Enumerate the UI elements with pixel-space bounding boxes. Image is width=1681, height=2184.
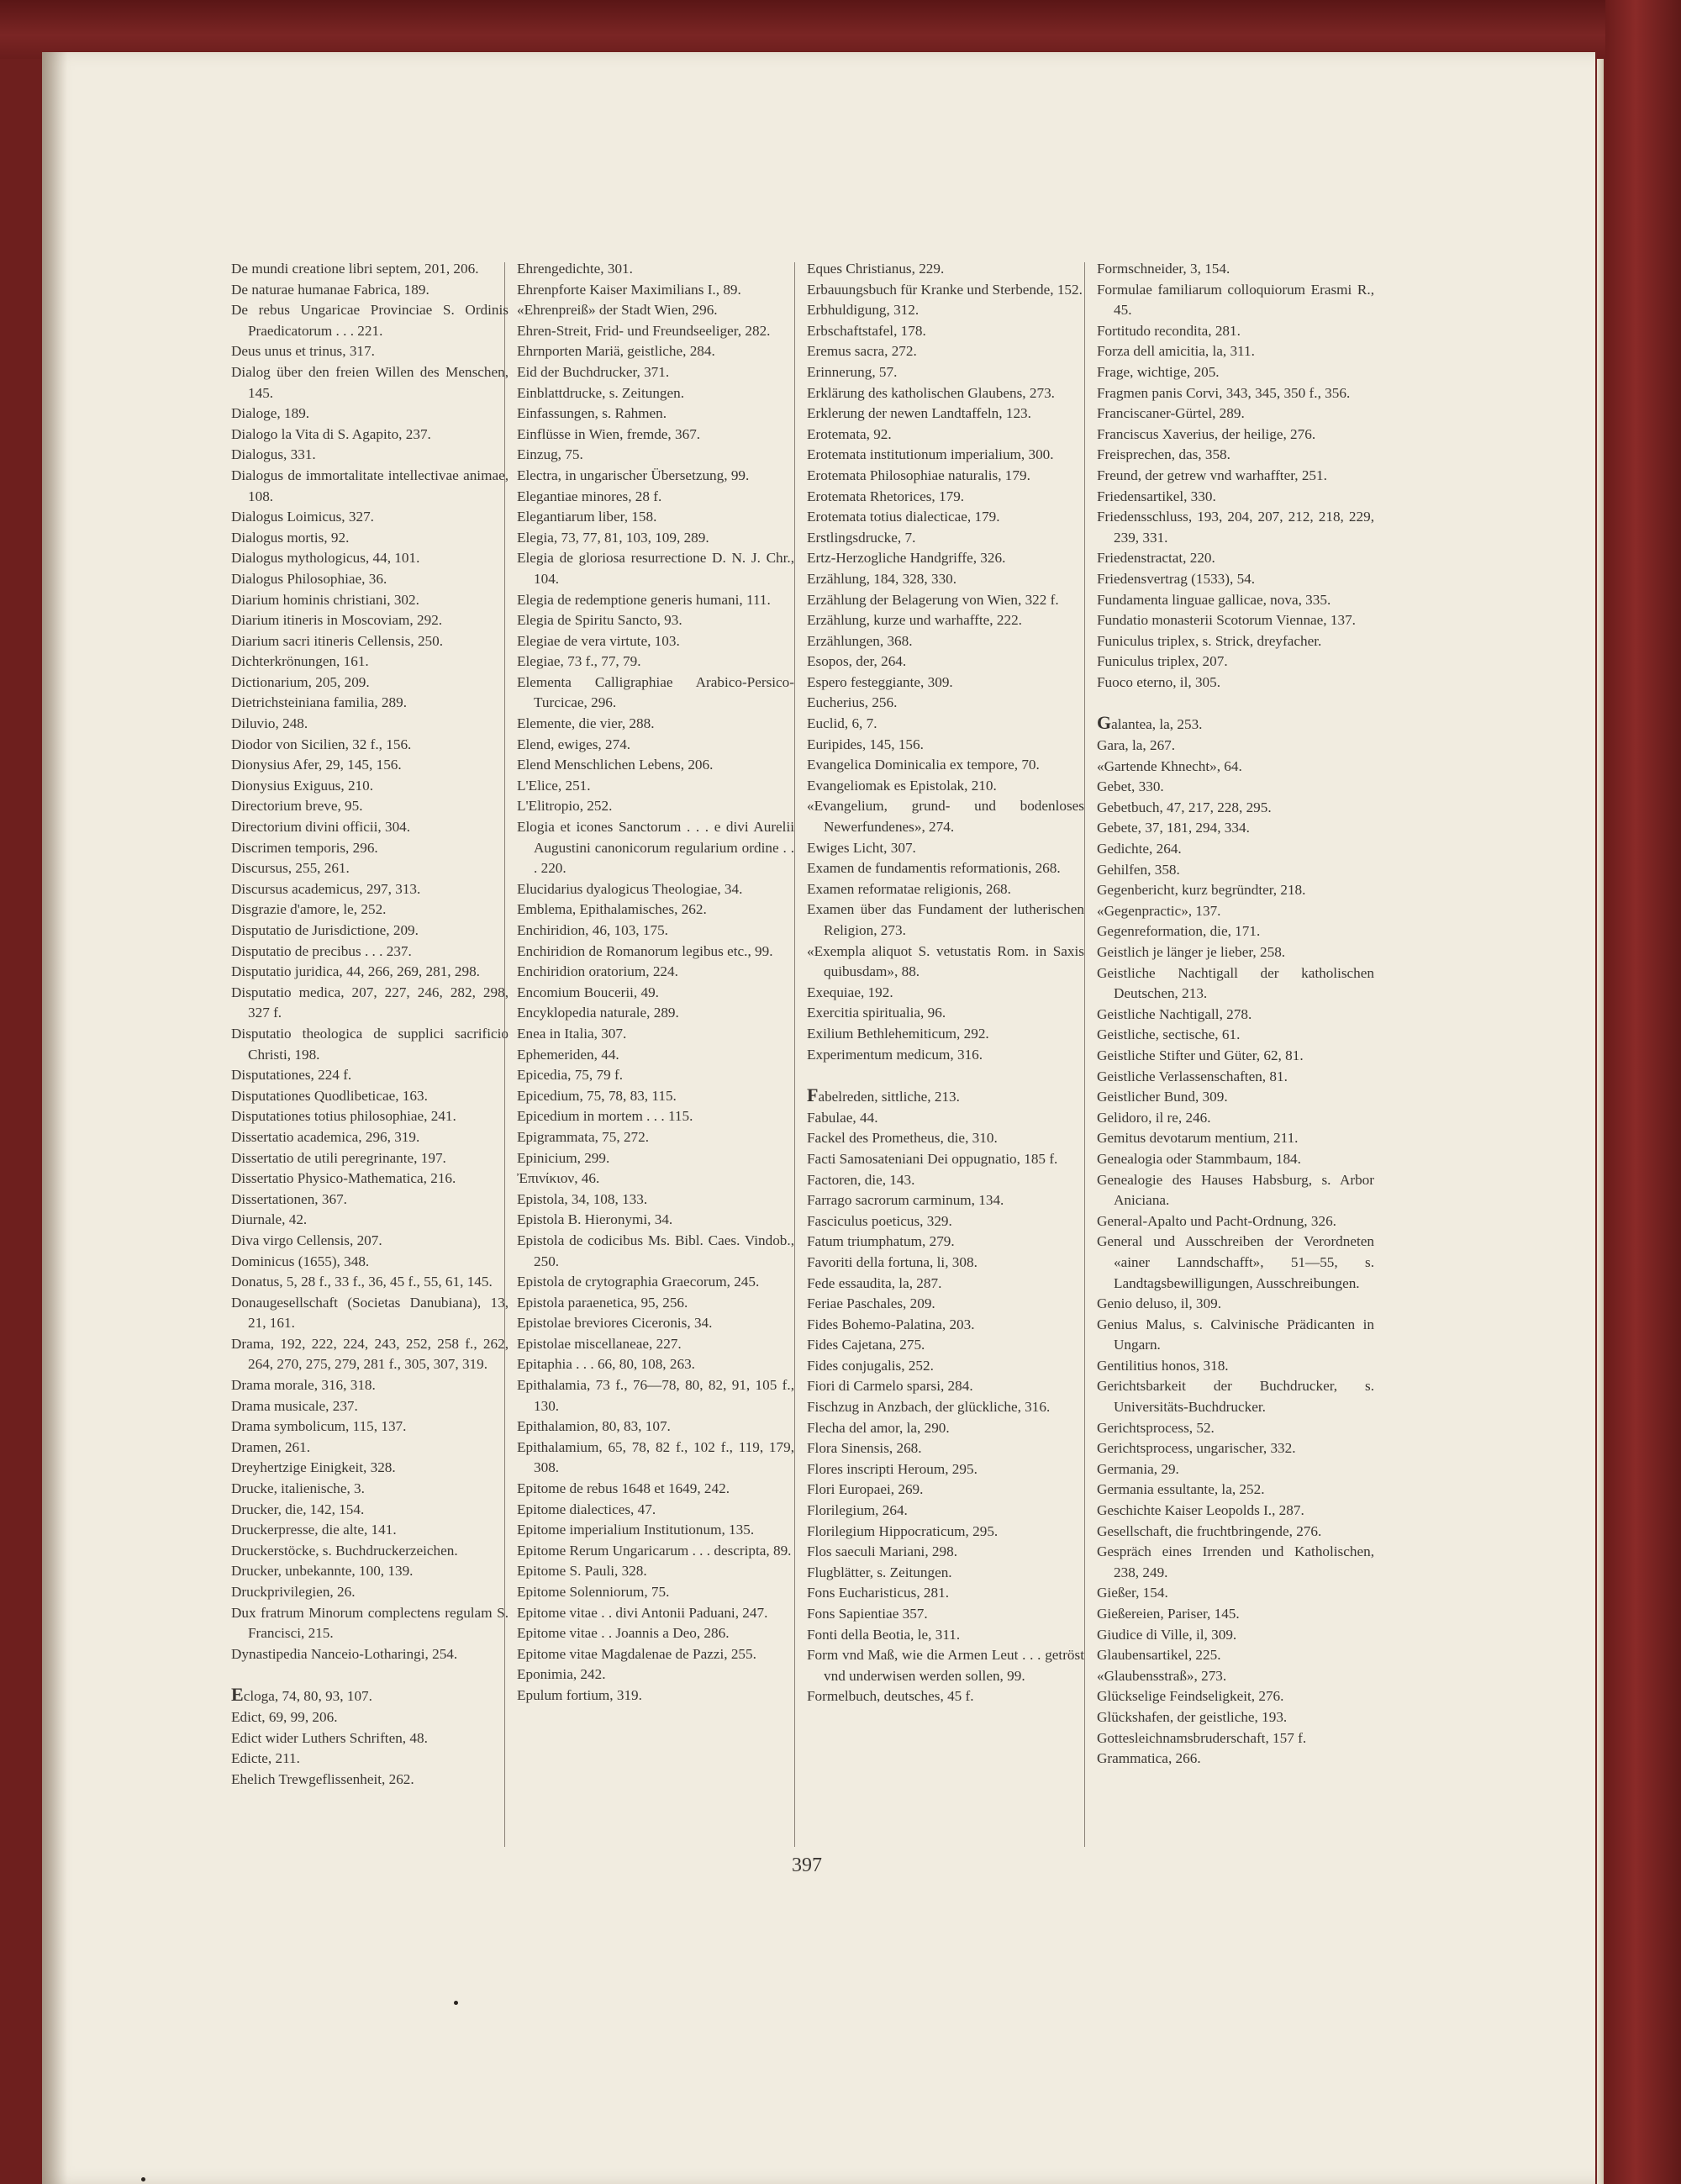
- index-entry: Epicedium in mortem . . . 115.: [517, 1108, 693, 1125]
- index-entry: De naturae humanae Fabrica, 189.: [231, 281, 429, 298]
- index-entry: Enchiridion oratorium, 224.: [517, 963, 678, 980]
- index-entry: Erstlingsdrucke, 7.: [807, 529, 916, 546]
- index-entry: Form vnd Maß, wie die Armen Leut . . . getröst vnd underwisen werden sollen, 99.: [807, 1647, 1084, 1684]
- index-entry: Diodor von Sicilien, 32 f., 156.: [231, 736, 412, 752]
- index-entry: Encomium Boucerii, 49.: [517, 984, 659, 1000]
- index-entry: Epithalamion, 80, 83, 107.: [517, 1418, 671, 1435]
- index-entry: De rebus Ungaricae Provinciae S. Ordinis Praedicatorum . . . 221.: [231, 302, 509, 339]
- index-entry: Dynastipedia Nanceio-Lotharingi, 254.: [231, 1645, 458, 1662]
- index-entry: Gegenbericht, kurz begründter, 218.: [1097, 882, 1306, 899]
- index-entry: Elegiae de vera virtute, 103.: [517, 632, 680, 649]
- index-entry: Erbhuldigung, 312.: [807, 302, 920, 319]
- index-entry: Dichterkrönungen, 161.: [231, 653, 369, 670]
- index-entry: Fides conjugalis, 252.: [807, 1357, 934, 1374]
- index-entry: Friedenstractat, 220.: [1097, 550, 1215, 567]
- index-entry: Dialogus Loimicus, 327.: [231, 509, 374, 525]
- index-column-1: [231, 259, 509, 1790]
- index-entry: Ehrnporten Mariä, geistliche, 284.: [517, 343, 715, 360]
- index-entry: Euclid, 6, 7.: [807, 715, 877, 732]
- index-entry: Druckerpresse, die alte, 141.: [231, 1522, 397, 1538]
- index-entry: Experimentum medicum, 316.: [807, 1046, 983, 1063]
- index-entry: Euripides, 145, 156.: [807, 736, 924, 752]
- index-entry: Ertz-Herzogliche Handgriffe, 326.: [807, 550, 1006, 567]
- index-entry: Diva virgo Cellensis, 207.: [231, 1232, 382, 1248]
- index-entry: General-Apalto und Pacht-Ordnung, 326.: [1097, 1212, 1336, 1229]
- index-entry: Dialogo la Vita di S. Agapito, 237.: [231, 425, 431, 442]
- index-entry: Examen reformatae religionis, 268.: [807, 880, 1011, 897]
- column-rule: [794, 262, 795, 1847]
- index-entry: Geistliche Verlassenschaften, 81.: [1097, 1068, 1288, 1084]
- index-entry: Fede essaudita, la, 287.: [807, 1274, 942, 1291]
- index-entry: Edicte, 211.: [231, 1750, 300, 1767]
- index-entry: De mundi creatione libri septem, 201, 206.: [231, 261, 479, 277]
- index-entry: Glaubensartikel, 225.: [1097, 1647, 1221, 1664]
- index-entry: Gedichte, 264.: [1097, 841, 1182, 857]
- index-entry: Dionysius Exiguus, 210.: [231, 777, 374, 794]
- index-entry: Drama, 192, 222, 224, 243, 252, 258 f., 262, 264, 270, 275, 279, 281 f., 305, 307, 319.: [231, 1335, 509, 1373]
- index-entry: Fabulae, 44.: [807, 1109, 878, 1126]
- index-entry: Dionysius Afer, 29, 145, 156.: [231, 757, 402, 773]
- index-entry: Epitome Solenniorum, 75.: [517, 1584, 670, 1600]
- index-entry: Enchiridion de Romanorum legibus etc., 99.: [517, 942, 773, 959]
- index-entry: Elogia et icones Sanctorum . . . e divi Aurelii Augustini canonicorum regularium ordine . . . 220.: [517, 819, 794, 877]
- section-initial: F: [807, 1084, 819, 1106]
- index-entry: Eponimia, 242.: [517, 1666, 606, 1683]
- index-entry: Directorium divini officii, 304.: [231, 819, 411, 836]
- index-entry: Ehelich Trewgeflissenheit, 262.: [231, 1770, 414, 1787]
- index-entry: «Ehrenpreiß» der Stadt Wien, 296.: [517, 302, 718, 319]
- index-entry: Dialogus Philosophiae, 36.: [231, 570, 387, 587]
- index-entry: Eques Christianus, 229.: [807, 261, 945, 277]
- section-initial: E: [231, 1684, 244, 1706]
- section-gap: [807, 1065, 1084, 1085]
- index-entry: «Gegenpractic», 137.: [1097, 902, 1221, 919]
- index-entry: Genius Malus, s. Calvinische Prädicanten in Ungarn.: [1097, 1316, 1374, 1353]
- index-entry: Genealogia oder Stammbaum, 184.: [1097, 1150, 1301, 1167]
- index-entry: Ephemeriden, 44.: [517, 1046, 619, 1063]
- index-entry: Eid der Buchdrucker, 371.: [517, 363, 670, 380]
- index-entry: Epitome imperialium Institutionum, 135.: [517, 1522, 755, 1538]
- index-entry: Disgrazie d'amore, le, 252.: [231, 901, 387, 918]
- index-entry: Flora Sinensis, 268.: [807, 1440, 922, 1457]
- index-entry: Flecha del amor, la, 290.: [807, 1419, 950, 1436]
- index-entry: Frage, wichtige, 205.: [1097, 363, 1220, 380]
- index-entry: «Exempla aliquot S. vetustatis Rom. in Saxis quibusdam», 88.: [807, 942, 1084, 980]
- index-entry: Glückselige Feindseligkeit, 276.: [1097, 1688, 1284, 1705]
- index-entry: Friedensschluss, 193, 204, 207, 212, 218, 229, 239, 331.: [1097, 509, 1374, 546]
- index-entry: Dialog über den freien Willen des Menschen, 145.: [231, 363, 509, 401]
- book-cover-right: [1605, 0, 1681, 2184]
- index-entry: Epinicium, 299.: [517, 1149, 610, 1166]
- index-entry: Electra, in ungarischer Übersetzung, 99.: [517, 467, 750, 483]
- index-entry: Dictionarium, 205, 209.: [231, 673, 370, 690]
- index-entry: Epitome dialectices, 47.: [517, 1501, 656, 1517]
- index-entry: Exequiae, 192.: [807, 984, 893, 1000]
- index-entry: Ehren-Streit, Frid- und Freundseeliger, 282.: [517, 322, 771, 339]
- index-entry: Erotemata totius dialecticae, 179.: [807, 509, 1000, 525]
- index-entry: Epitaphia . . . 66, 80, 108, 263.: [517, 1356, 695, 1373]
- index-entry: Epicedia, 75, 79 f.: [517, 1067, 624, 1084]
- index-entry: Dissertatio academica, 296, 319.: [231, 1128, 420, 1145]
- index-entry: Genio deluso, il, 309.: [1097, 1295, 1221, 1312]
- index-entry: Geistliche Nachtigall der katholischen Deutschen, 213.: [1097, 964, 1374, 1002]
- index-entry: Einflüsse in Wien, fremde, 367.: [517, 425, 701, 442]
- index-entry: Dramen, 261.: [231, 1438, 311, 1455]
- index-entry: Gebete, 37, 181, 294, 334.: [1097, 820, 1250, 836]
- index-entry: Espero festeggiante, 309.: [807, 673, 953, 690]
- index-entry: Disputationes Quodlibeticae, 163.: [231, 1087, 428, 1104]
- index-entry: Disputatio medica, 207, 227, 246, 282, 298, 327 f.: [231, 984, 509, 1021]
- index-entry: Discursus, 255, 261.: [231, 860, 350, 877]
- page-edge: [1597, 59, 1604, 2184]
- index-entry: Diurnale, 42.: [231, 1211, 308, 1228]
- index-entry: Enchiridion, 46, 103, 175.: [517, 922, 668, 938]
- index-entry: Elucidarius dyalogicus Theologiae, 34.: [517, 880, 743, 897]
- index-entry: Fatum triumphatum, 279.: [807, 1233, 955, 1250]
- index-entry: Epulum fortium, 319.: [517, 1686, 642, 1703]
- index-entry: Florilegium Hippocraticum, 295.: [807, 1522, 999, 1539]
- index-entry: Flugblätter, s. Zeitungen.: [807, 1564, 952, 1580]
- index-entry: Druckerstöcke, s. Buchdruckerzeichen.: [231, 1542, 458, 1559]
- index-entry: Einfassungen, s. Rahmen.: [517, 405, 667, 422]
- index-entry: Dialogus mythologicus, 44, 101.: [231, 550, 420, 567]
- index-entry: Evangeliomak es Epistolak, 210.: [807, 777, 997, 794]
- index-entry: Gebet, 330.: [1097, 778, 1164, 795]
- section-gap: [1097, 693, 1374, 713]
- index-entry: Einblattdrucke, s. Zeitungen.: [517, 384, 685, 401]
- index-entry: Examen de fundamentis reformationis, 268.: [807, 860, 1061, 877]
- index-entry: Esopos, der, 264.: [807, 653, 907, 670]
- index-entry: Erotemata institutionum imperialium, 300.: [807, 446, 1054, 463]
- index-entry: Flores inscripti Heroum, 295.: [807, 1460, 978, 1477]
- index-entry: Ehrengedichte, 301.: [517, 261, 633, 277]
- index-entry: «Evangelium, grund- und bodenloses Newerfundenes», 274.: [807, 798, 1084, 836]
- index-entry: Deus unus et trinus, 317.: [231, 343, 375, 360]
- index-entry: Dialogus mortis, 92.: [231, 529, 350, 546]
- index-entry: Disputatio de precibus . . . 237.: [231, 942, 412, 959]
- index-entry: Ἐπινίκιον, 46.: [517, 1170, 600, 1187]
- index-entry: Epistolae breviores Ciceronis, 34.: [517, 1315, 713, 1332]
- index-entry: Diarium sacri itineris Cellensis, 250.: [231, 632, 444, 649]
- index-entry: Epicedium, 75, 78, 83, 115.: [517, 1087, 677, 1104]
- index-entry: Exercitia spiritualia, 96.: [807, 1005, 946, 1021]
- index-entry: Einzug, 75.: [517, 446, 583, 463]
- index-entry: Dialogus de immortalitate intellectivae animae, 108.: [231, 467, 509, 504]
- index-entry: Edict wider Luthers Schriften, 48.: [231, 1729, 428, 1746]
- index-entry: Erklerung der newen Landtaffeln, 123.: [807, 405, 1031, 422]
- index-entry: Donatus, 5, 28 f., 33 f., 36, 45 f., 55, 61, 145.: [231, 1274, 493, 1290]
- index-entry: Discursus academicus, 297, 313.: [231, 880, 421, 897]
- index-entry: L'Elitropio, 252.: [517, 798, 613, 815]
- index-entry: Farrago sacrorum carminum, 134.: [807, 1192, 1004, 1209]
- index-entry: Epitome vitae . . Joannis a Deo, 286.: [517, 1625, 730, 1642]
- section-initial: G: [1097, 712, 1112, 734]
- index-entry: Galantea, la, 253.: [1097, 712, 1203, 734]
- index-entry: Fasciculus poeticus, 329.: [807, 1212, 952, 1229]
- index-entry: Fabelreden, sittliche, 213.: [807, 1084, 960, 1106]
- index-entry: Fackel des Prometheus, die, 310.: [807, 1130, 998, 1147]
- index-entry: Erzählung, kurze und warhaffte, 222.: [807, 612, 1022, 629]
- index-entry: Erbschaftstafel, 178.: [807, 322, 926, 339]
- column-rule: [1084, 262, 1085, 1847]
- index-entry: Fundamenta linguae gallicae, nova, 335.: [1097, 591, 1331, 608]
- index-entry: Elementa Calligraphiae Arabico-Persico-Turcicae, 296.: [517, 673, 794, 711]
- index-entry: Epitome vitae Magdalenae de Pazzi, 255.: [517, 1645, 756, 1662]
- index-entry: Epithalamium, 65, 78, 82 f., 102 f., 119, 179, 308.: [517, 1438, 794, 1476]
- index-entry: Gottesleichnamsbruderschaft, 157 f.: [1097, 1729, 1307, 1746]
- index-entry: Funiculus triplex, 207.: [1097, 653, 1228, 670]
- index-entry: Erzählung, 184, 328, 330.: [807, 570, 957, 587]
- section-gap: [231, 1664, 509, 1685]
- index-entry: Drucker, unbekannte, 100, 139.: [231, 1563, 414, 1580]
- index-entry: Epistola de codicibus Ms. Bibl. Caes. Vindob., 250.: [517, 1232, 794, 1269]
- index-entry: Erzählungen, 368.: [807, 632, 913, 649]
- index-entry: Exilium Bethlehemiticum, 292.: [807, 1025, 989, 1042]
- index-entry: Ewiges Licht, 307.: [807, 839, 916, 856]
- index-entry: Gerichtsprocess, 52.: [1097, 1419, 1215, 1436]
- index-entry: «Glaubensstraß», 273.: [1097, 1667, 1227, 1684]
- index-entry: Gehilfen, 358.: [1097, 861, 1180, 878]
- index-entry: Forza dell amicitia, la, 311.: [1097, 343, 1255, 360]
- index-entry: Elemente, die vier, 288.: [517, 715, 655, 732]
- index-entry: Freund, der getrew vnd warhaffter, 251.: [1097, 467, 1327, 483]
- index-column-3: [807, 259, 1084, 1707]
- index-entry: Dissertatio de utili peregrinante, 197.: [231, 1149, 446, 1166]
- index-entry: Fonti della Beotia, le, 311.: [807, 1626, 961, 1643]
- index-entry: Epitome de rebus 1648 et 1649, 242.: [517, 1480, 730, 1497]
- index-entry: Elegantiarum liber, 158.: [517, 509, 657, 525]
- index-entry: Elegiae, 73 f., 77, 79.: [517, 653, 641, 670]
- index-entry: Facti Samosateniani Dei oppugnatio, 185 f.: [807, 1150, 1058, 1167]
- index-entry: Erotemata Rhetorices, 179.: [807, 488, 965, 504]
- index-entry: Epistola de crytographia Graecorum, 245.: [517, 1274, 760, 1290]
- index-entry: Enea in Italia, 307.: [517, 1025, 627, 1042]
- index-entry: Disputatio theologica de supplici sacrificio Christi, 198.: [231, 1025, 509, 1063]
- index-entry: Geistlich je länger je lieber, 258.: [1097, 944, 1286, 960]
- index-entry: Erinnerung, 57.: [807, 363, 898, 380]
- index-entry: Franciscus Xaverius, der heilige, 276.: [1097, 425, 1316, 442]
- book-cover-top: [0, 0, 1681, 59]
- index-entry: Epitome vitae . . divi Antonii Paduani, 247.: [517, 1604, 768, 1621]
- index-entry: Examen über das Fundament der lutherischen Religion, 273.: [807, 901, 1084, 938]
- index-column-2: [517, 259, 794, 1707]
- index-entry: Epistola, 34, 108, 133.: [517, 1190, 648, 1207]
- index-entry: Formschneider, 3, 154.: [1097, 261, 1230, 277]
- index-entry: Epistolae miscellaneae, 227.: [517, 1335, 682, 1352]
- index-entry: Diarium hominis christiani, 302.: [231, 591, 419, 608]
- index-entry: Edict, 69, 99, 206.: [231, 1708, 338, 1725]
- index-entry: Discrimen temporis, 296.: [231, 839, 378, 856]
- index-entry: Gerichtsbarkeit der Buchdrucker, s. Universitäts-Buchdrucker.: [1097, 1378, 1374, 1416]
- index-entry: Germania essultante, la, 252.: [1097, 1481, 1265, 1498]
- index-entry: Geistliche Nachtigall, 278.: [1097, 1005, 1252, 1022]
- index-entry: Epitome S. Pauli, 328.: [517, 1563, 647, 1580]
- index-entry: Friedensvertrag (1533), 54.: [1097, 570, 1256, 587]
- index-entry: Gentilitius honos, 318.: [1097, 1357, 1229, 1374]
- gutter-shadow: [42, 52, 67, 2184]
- index-entry: Dialogus, 331.: [231, 446, 316, 463]
- index-entry: Dialoge, 189.: [231, 405, 310, 422]
- index-entry: Fortitudo recondita, 281.: [1097, 322, 1241, 339]
- index-entry: Elend, ewiges, 274.: [517, 736, 631, 752]
- index-entry: Diluvio, 248.: [231, 715, 308, 732]
- index-entry: Donaugesellschaft (Societas Danubiana), 13, 21, 161.: [231, 1294, 509, 1332]
- index-entry: Disputatio de Jurisdictione, 209.: [231, 922, 419, 938]
- index-entry: Gegenreformation, die, 171.: [1097, 923, 1261, 940]
- index-entry: Dissertationen, 367.: [231, 1190, 347, 1207]
- index-entry: Encyklopedia naturale, 289.: [517, 1005, 679, 1021]
- index-entry: Disputationes, 224 f.: [231, 1067, 352, 1084]
- index-entry: Elegia de gloriosa resurrectione D. N. J. Chr., 104.: [517, 550, 794, 587]
- index-entry: Geistliche, sectische, 61.: [1097, 1026, 1241, 1043]
- index-entry: Geistlicher Bund, 309.: [1097, 1089, 1228, 1105]
- index-entry: Formulae familiarum colloquiorum Erasmi R., 45.: [1097, 281, 1374, 319]
- index-entry: Elegia de Spiritu Sancto, 93.: [517, 612, 682, 629]
- index-entry: Druckprivilegien, 26.: [231, 1584, 356, 1600]
- index-entry: Gerichtsprocess, ungarischer, 332.: [1097, 1440, 1296, 1457]
- index-entry: Grammatica, 266.: [1097, 1750, 1201, 1767]
- index-entry: Giudice di Ville, il, 309.: [1097, 1626, 1237, 1643]
- index-entry: L'Elice, 251.: [517, 777, 591, 794]
- index-entry: Gebetbuch, 47, 217, 228, 295.: [1097, 799, 1272, 815]
- index-entry: Feriae Paschales, 209.: [807, 1295, 935, 1312]
- index-entry: Gelidoro, il re, 246.: [1097, 1109, 1211, 1126]
- index-entry: Elegia, 73, 77, 81, 103, 109, 289.: [517, 529, 709, 546]
- index-entry: Fuoco eterno, il, 305.: [1097, 673, 1221, 690]
- index-entry: Erotemata Philosophiae naturalis, 179.: [807, 467, 1030, 483]
- index-entry: Flori Europaei, 269.: [807, 1481, 924, 1498]
- index-entry: Dux fratrum Minorum complectens regulam S. Francisci, 215.: [231, 1604, 509, 1642]
- index-entry: Dreyhertzige Einigkeit, 328.: [231, 1459, 396, 1476]
- index-entry: Directorium breve, 95.: [231, 798, 363, 815]
- index-entry: Geistliche Stifter und Güter, 62, 81.: [1097, 1047, 1304, 1063]
- paper-speck: [141, 2177, 145, 2181]
- index-entry: Gesellschaft, die fruchtbringende, 276.: [1097, 1522, 1322, 1539]
- index-entry: Fides Bohemo-Palatina, 203.: [807, 1316, 975, 1332]
- index-entry: Erbauungsbuch für Kranke und Sterbende, 152.: [807, 281, 1083, 298]
- index-entry: Fons Sapientiae 357.: [807, 1606, 928, 1622]
- index-entry: Erklärung des katholischen Glaubens, 273.: [807, 384, 1055, 401]
- index-entry: Germania, 29.: [1097, 1460, 1179, 1477]
- index-entry: Gießereien, Pariser, 145.: [1097, 1606, 1240, 1622]
- index-entry: Ehrenpforte Kaiser Maximilians I., 89.: [517, 281, 741, 298]
- index-entry: Fundatio monasterii Scotorum Viennae, 137.: [1097, 612, 1356, 629]
- index-entry: Fiori di Carmelo sparsi, 284.: [807, 1378, 973, 1395]
- index-entry: Disputatio juridica, 44, 266, 269, 281, 298.: [231, 963, 480, 980]
- index-entry: Friedensartikel, 330.: [1097, 488, 1216, 504]
- index-entry: Epitome Rerum Ungaricarum . . . descripta, 89.: [517, 1542, 792, 1559]
- index-entry: Fischzug in Anzbach, der glückliche, 316.: [807, 1399, 1051, 1416]
- index-entry: «Gartende Khnecht», 64.: [1097, 757, 1242, 774]
- index-entry: Emblema, Epithalamisches, 262.: [517, 901, 707, 918]
- index-column-4: [1097, 259, 1374, 1770]
- index-entry: Elegia de redemptione generis humani, 111.: [517, 591, 771, 608]
- index-entry: Favoriti della fortuna, li, 308.: [807, 1253, 978, 1270]
- index-entry: Elegantiae minores, 28 f.: [517, 488, 662, 504]
- index-entry: Elend Menschlichen Lebens, 206.: [517, 757, 714, 773]
- index-entry: Drama morale, 316, 318.: [231, 1377, 376, 1394]
- index-entry: Drama symbolicum, 115, 137.: [231, 1418, 407, 1435]
- index-entry: Formelbuch, deutsches, 45 f.: [807, 1688, 974, 1705]
- index-entry: Epigrammata, 75, 272.: [517, 1128, 650, 1145]
- index-entry: Gespräch eines Irrenden und Katholischen, 238, 249.: [1097, 1543, 1374, 1580]
- index-entry: Epithalamia, 73 f., 76—78, 80, 82, 91, 105 f., 130.: [517, 1377, 794, 1414]
- index-entry: Epistola B. Hieronymi, 34.: [517, 1211, 673, 1228]
- index-entry: Erzählung der Belagerung von Wien, 322 f.: [807, 591, 1059, 608]
- index-entry: Factoren, die, 143.: [807, 1171, 915, 1188]
- index-entry: Flos saeculi Mariani, 298.: [807, 1543, 958, 1560]
- index-entry: Geschichte Kaiser Leopolds I., 287.: [1097, 1502, 1304, 1519]
- index-entry: Fons Eucharisticus, 281.: [807, 1585, 949, 1601]
- index-entry: Diarium itineris in Moscoviam, 292.: [231, 612, 443, 629]
- index-entry: Dominicus (1655), 348.: [231, 1253, 370, 1269]
- index-entry: Disputationes totius philosophiae, 241.: [231, 1108, 456, 1125]
- index-entry: Fragmen panis Corvi, 343, 345, 350 f., 356.: [1097, 384, 1351, 401]
- index-entry: Dissertatio Physico-Mathematica, 216.: [231, 1170, 456, 1187]
- index-entry: Gemitus devotarum mentium, 211.: [1097, 1130, 1299, 1147]
- index-entry: Franciscaner-Gürtel, 289.: [1097, 405, 1245, 422]
- index-entry: Gießer, 154.: [1097, 1585, 1168, 1601]
- index-entry: Eremus sacra, 272.: [807, 343, 917, 360]
- index-entry: Funiculus triplex, s. Strick, dreyfacher.: [1097, 632, 1322, 649]
- index-entry: Freisprechen, das, 358.: [1097, 446, 1230, 463]
- index-entry: Drucke, italienische, 3.: [231, 1480, 365, 1497]
- index-entry: Genealogie des Hauses Habsburg, s. Arbor Aniciana.: [1097, 1171, 1374, 1209]
- index-entry: Evangelica Dominicalia ex tempore, 70.: [807, 757, 1040, 773]
- index-entry: Epistola paraenetica, 95, 256.: [517, 1294, 688, 1311]
- page-number: 397: [792, 1854, 822, 1876]
- index-entry: Ecloga, 74, 80, 93, 107.: [231, 1684, 372, 1706]
- index-entry: Glückshafen, der geistliche, 193.: [1097, 1708, 1288, 1725]
- index-entry: Eucherius, 256.: [807, 694, 898, 711]
- index-entry: General und Ausschreiben der Verordneten «ainer Lanndschafft», 51—55, s. Landtagsbewilligungen, Ausschreibungen.: [1097, 1233, 1374, 1291]
- paper-speck: [454, 2001, 458, 2005]
- index-entry: Florilegium, 264.: [807, 1502, 908, 1519]
- index-entry: Gara, la, 267.: [1097, 737, 1176, 754]
- index-entry: Fides Cajetana, 275.: [807, 1337, 925, 1353]
- index-entry: Dietrichsteiniana familia, 289.: [231, 694, 408, 711]
- index-entry: Drucker, die, 142, 154.: [231, 1501, 365, 1517]
- index-entry: Erotemata, 92.: [807, 425, 892, 442]
- index-entry: Drama musicale, 237.: [231, 1397, 358, 1414]
